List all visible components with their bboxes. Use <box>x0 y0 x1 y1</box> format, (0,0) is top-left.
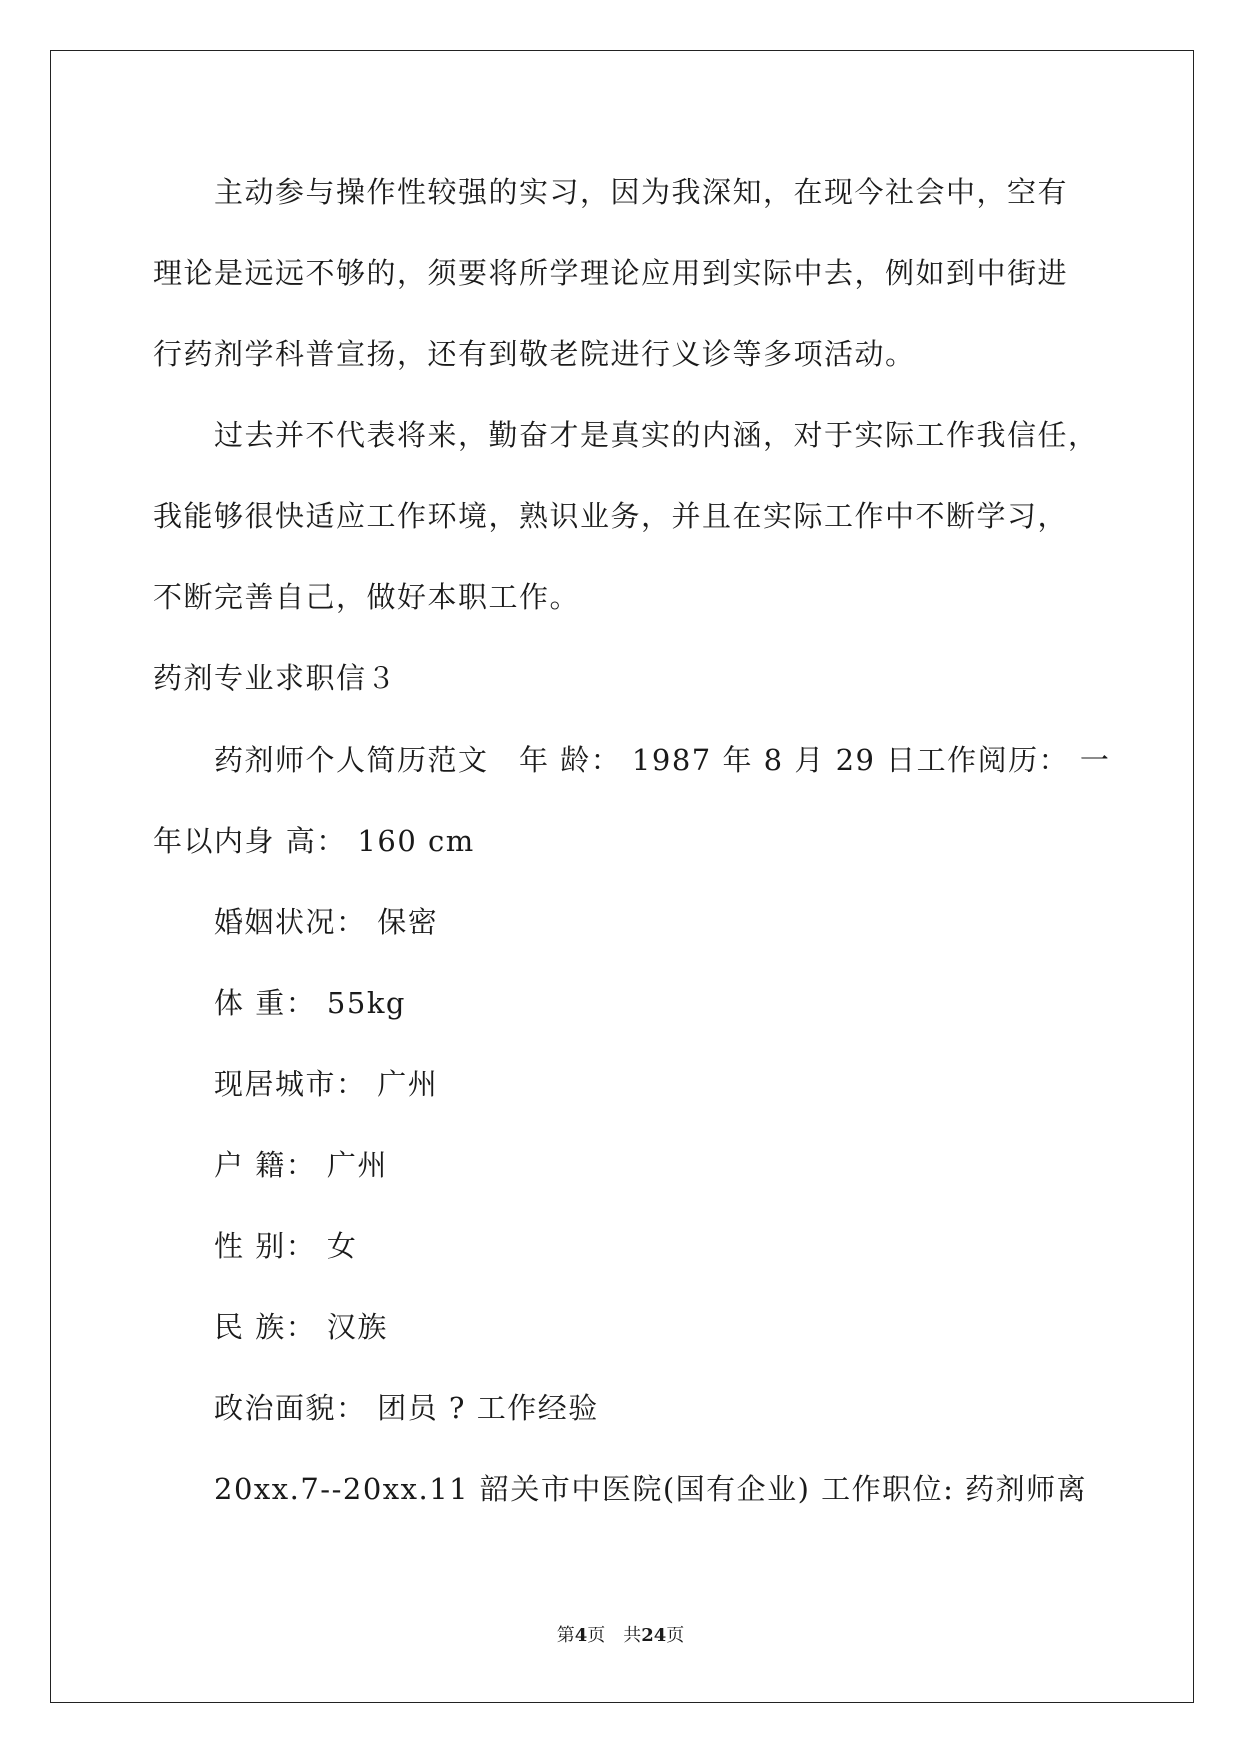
footer-total-pages: 24 <box>641 1625 667 1646</box>
resume-work-experience: 20xx.7--20xx.11 韶关市中医院(国有企业) 工作职位: 药剂师离 <box>214 1472 1088 1506</box>
footer-suffix: 页 <box>666 1625 685 1646</box>
resume-hukou: 户 籍： 广州 <box>214 1148 388 1182</box>
paragraph-line-5: 我能够很快适应工作环境，熟识业务，并且在实际工作中不断学习， <box>153 499 1069 533</box>
paragraph-line-3: 行药剂学科普宣扬，还有到敬老院进行义诊等多项活动。 <box>153 337 916 371</box>
paragraph-line-6: 不断完善自己，做好本职工作。 <box>153 580 581 614</box>
resume-gender: 性 别： 女 <box>214 1229 358 1263</box>
page-border <box>50 50 1194 1703</box>
resume-ethnicity: 民 族： 汉族 <box>214 1310 388 1344</box>
footer-prefix: 第 <box>556 1625 575 1646</box>
paragraph-line-4: 过去并不代表将来，勤奋才是真实的内涵，对于实际工作我信任， <box>214 418 1099 452</box>
footer-middle: 页 共 <box>587 1625 642 1646</box>
page-footer <box>0 1624 1241 1648</box>
paragraph-line-2: 理论是远远不够的，须要将所学理论应用到实际中去，例如到中街进 <box>153 256 1069 290</box>
paragraph-line-1: 主动参与操作性较强的实习，因为我深知，在现今社会中，空有 <box>214 175 1069 209</box>
resume-weight: 体 重： 55kg <box>214 986 406 1020</box>
footer-page-number: 4 <box>574 1625 588 1646</box>
resume-line-2: 年以内身 高： 160 cm <box>153 824 475 858</box>
resume-marital-status: 婚姻状况： 保密 <box>214 905 439 939</box>
resume-political-status: 政治面貌： 团员 ? 工作经验 <box>214 1391 599 1425</box>
resume-city: 现居城市： 广州 <box>214 1067 439 1101</box>
section-heading: 药剂专业求职信３ <box>153 661 398 695</box>
resume-line-1: 药剂师个人简历范文 年 龄： 1987 年 8 月 29 日工作阅历： 一 <box>214 743 1111 777</box>
